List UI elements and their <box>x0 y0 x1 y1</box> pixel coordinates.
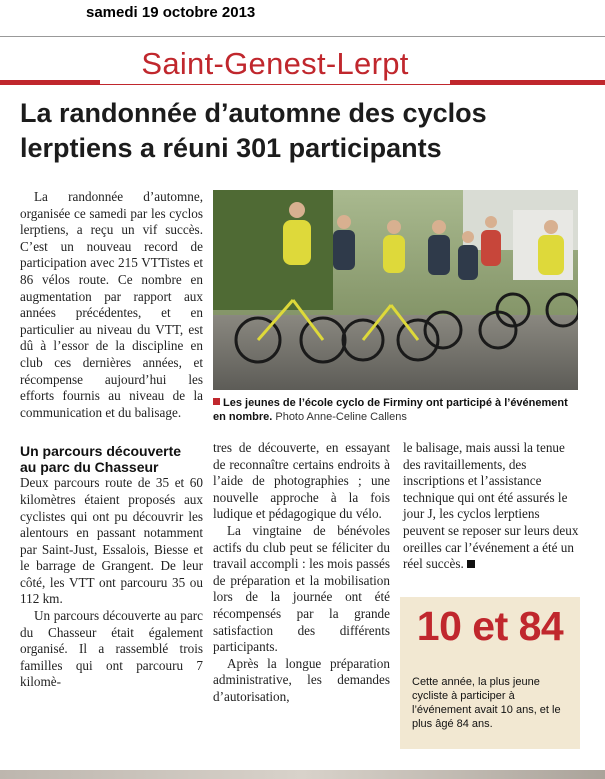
article-column-3 <box>403 440 580 573</box>
end-of-article-icon <box>467 560 475 568</box>
paragraph-discovery: Un parcours découverte au parc du Chasseur était également organisé. Il a rassemblé trois familles qui ont parcouru 7 kilomè- <box>20 608 203 690</box>
article-column-2 <box>213 440 390 706</box>
paragraph-success-text: le balisage, mais aussi la tenue des ravitaillements, des inscriptions et l’assistance technique qui ont été assurés le jour J, les cyclos lerptiens peuvent se reposer sur leurs deux oreilles car l’événement a été un réel succès. <box>403 440 579 572</box>
article-column-1 <box>20 189 203 691</box>
fact-box-text: Cette année, la plus jeune cycliste à participer à l’événement avait 10 ans, et le plus âgé 84 ans. <box>412 676 561 730</box>
paragraph-volunteers: La vingtaine de bénévoles actifs du club peut se féliciter du travail accompli : les mois passés de préparation et la mobilisation lors de la journée ont été récompensés par la grande satisfaction des différents participants. <box>213 522 390 655</box>
subheading-line-2: au parc du Chasseur <box>20 459 159 476</box>
top-rule <box>0 36 605 37</box>
section-city-title: Saint-Genest-Lerpt <box>100 44 450 84</box>
subheading-line-1: Un parcours découverte <box>20 443 182 460</box>
headline-line-2: lerptiens a réuni 301 participants <box>20 133 442 163</box>
caption-text: Les jeunes de l’école cyclo de Firminy ont participé à l’événement en nombre. <box>213 397 568 423</box>
cyclists-photo-image <box>213 190 578 390</box>
paragraph-photos: tres de découverte, en essayant de reconnaître certains endroits à l’aide de photographies ; une nouvelle approche à la fois ludique et pédagogique du vélo. <box>213 440 390 522</box>
issue-date: samedi 19 octobre 2013 <box>86 4 256 21</box>
paragraph-routes: Deux parcours route de 35 et 60 kilomètres étaient proposés aux cyclistes qui ont pu découvrir les alentours en passant notamment par Saint-Just, Essalois, Biesse et le barrage de Grangent. De leur côté, les VTT ont parcouru 35 ou 112 km. <box>20 475 203 607</box>
headline-line-1: La randonnée d’automne des cyclos <box>20 98 487 128</box>
photo-caption <box>213 396 583 424</box>
next-article-strip <box>0 770 605 779</box>
cyclists-photo <box>213 190 578 390</box>
intro-paragraph: La randonnée d’automne, organisée ce samedi par les cyclos lerptiens, a reçu un vif succès. C’est un nouveau record de participation avec 215 VTTistes et 86 vélos route. Ce nombre en augmentation par rapport aux années précédentes, et en particulier au niveau du VTT, est dû à l’essor de la discipline en club ces dernières années, et récompense aujourd’hui les efforts fournis au niveau de la communication et du balisage. <box>20 189 203 420</box>
fact-box-title: 10 et 84 <box>416 603 564 649</box>
article-headline <box>20 96 600 166</box>
paragraph-success <box>403 440 580 573</box>
paragraph-preparation: Après la longue préparation administrative, les demandes d’autorisation, <box>213 655 390 704</box>
photo-credit: Photo Anne-Celine Callens <box>275 411 407 423</box>
caption-marker-icon <box>213 398 220 405</box>
fact-box <box>400 597 580 749</box>
